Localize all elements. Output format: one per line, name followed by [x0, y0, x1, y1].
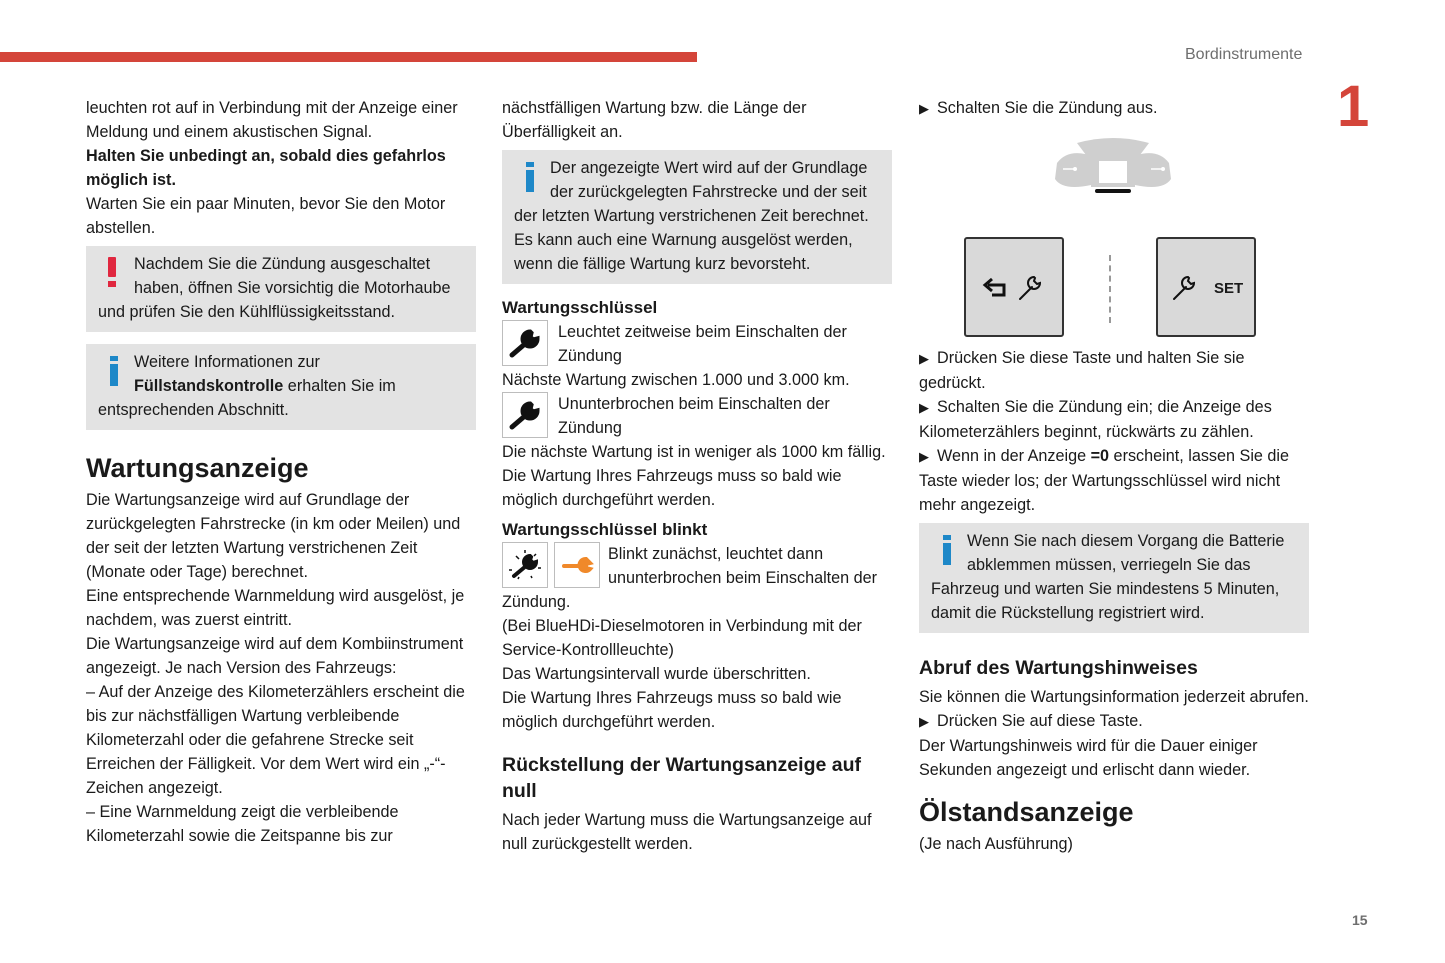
set-label: SET [1214, 280, 1244, 297]
step: ▶ Schalten Sie die Zündung ein; die Anzeige des Kilometerzählers beginnt, rückwärts zu zählen. [919, 398, 1272, 441]
wrench-orange-icon [554, 542, 600, 588]
paragraph: Sie können die Wartungsinformation jederzeit abrufen. [919, 688, 1309, 706]
info-icon [931, 529, 967, 573]
info-box: Weitere Informationen zur Füllstandskontrolle erhalten Sie im entsprechenden Abschnitt. [86, 344, 476, 430]
paragraph: Die Wartungsanzeige wird auf Grundlage der zurückgelegten Fahrstrecke (in km oder Meilen) und der seit der letzten Wartung verstrichenen Zeit (Monate oder Tage) berechnet. [86, 491, 461, 581]
list-item: – Eine Warnmeldung zeigt die verbleibende Kilometerzahl sowie die Zeitspanne bis zur [86, 803, 399, 845]
indicator-row [502, 320, 892, 368]
column-2 [502, 96, 892, 856]
warning-box [86, 246, 476, 332]
info-icon [514, 156, 550, 200]
paragraph: Eine entsprechende Warnmeldung wird ausgelöst, je nachdem, was zuerst eintritt. [86, 587, 465, 629]
instrument-diagram [919, 121, 1309, 346]
paragraph: Der Wartungshinweis wird für die Dauer einiger Sekunden angezeigt und erlischt dann wieder. [919, 737, 1258, 779]
wrench-icon [502, 392, 548, 438]
play-arrow-icon: ▶ [919, 101, 929, 116]
indicator-text: Leuchtet zeitweise beim Einschalten der Zündung [558, 323, 847, 365]
paragraph: Die Wartungsanzeige wird auf dem Kombiinstrument angezeigt. Je nach Version des Fahrzeugs: [86, 635, 464, 677]
paragraph: (Bei BlueHDi-Dieselmotoren in Verbindung mit der Service-Kontrollleuchte) [502, 617, 862, 659]
play-arrow-icon: ▶ [919, 449, 929, 464]
info-box: Der angezeigte Wert wird auf der Grundlage der zurückgelegten Fahrstrecke und der seit der letzten Wartung verstrichenen Zeit berechnet. Es kann auch eine Warnung ausgelöst werden, wenn die fällige Wartung kurz bevorsteht. [502, 150, 892, 284]
paragraph: Die Wartung Ihres Fahrzeugs muss so bald wie möglich durchgeführt werden. [502, 689, 842, 731]
paragraph: leuchten rot auf in Verbindung mit der Anzeige einer Meldung und einem akustischen Signal. [86, 99, 458, 141]
header-accent-bar [0, 52, 697, 62]
info-icon [98, 350, 134, 394]
indicator-text: Blinkt zunächst, leuchtet dann ununterbrochen beim Einschalten der Zündung. [502, 545, 878, 611]
paragraph: nächstfälligen Wartung bzw. die Länge der Überfälligkeit an. [502, 99, 807, 141]
chapter-title: Bordinstrumente [1185, 46, 1303, 63]
section-heading: Rückstellung der Wartungsanzeige auf null [502, 754, 861, 802]
paragraph: Die nächste Wartung ist in weniger als 1000 km fällig. [502, 443, 886, 461]
wrench-set-button[interactable] [1156, 237, 1256, 337]
indicator-row [502, 542, 892, 614]
wrench-icon [502, 320, 548, 366]
step: ▶ Drücken Sie diese Taste und halten Sie sie gedrückt. [919, 349, 1245, 392]
column-3 [919, 96, 1309, 856]
back-wrench-button[interactable] [964, 237, 1064, 337]
step: ▶ Wenn in der Anzeige =0 erscheint, lassen Sie die Taste wieder los; der Wartungsschlüssel wird nicht mehr angezeigt. [919, 447, 1290, 514]
play-arrow-icon: ▶ [919, 400, 929, 415]
section-heading: Abruf des Wartungshinweises [919, 657, 1198, 679]
wrench-icon [1020, 277, 1040, 299]
subheading: Wartungsschlüssel blinkt [502, 520, 708, 539]
column-1 [86, 96, 476, 848]
divider-dashed [1109, 255, 1111, 323]
indicator-row [502, 392, 892, 440]
subheading: Wartungsschlüssel [502, 298, 658, 317]
step: ▶ Schalten Sie die Zündung aus. [919, 96, 1309, 121]
section-heading: Wartungsanzeige [86, 453, 309, 483]
play-arrow-icon: ▶ [919, 714, 929, 729]
chapter-number: 1 [1337, 74, 1370, 139]
paragraph: Das Wartungsintervall wurde überschritten. [502, 665, 811, 683]
wrench-icon [1174, 277, 1194, 299]
page-number: 15 [1352, 912, 1368, 928]
paragraph: Die Wartung Ihres Fahrzeugs muss so bald wie möglich durchgeführt werden. [502, 467, 842, 509]
back-arrow-icon [985, 279, 1004, 295]
indicator-text: Ununterbrochen beim Einschalten der Zündung [558, 395, 830, 437]
paragraph: Nach jeder Wartung muss die Wartungsanzeige auf null zurückgestellt werden. [502, 811, 872, 853]
link-fuellstandskontrolle: Füllstandskontrolle [134, 377, 284, 395]
instrument-cluster-icon [1049, 135, 1177, 199]
info-box: Wenn Sie nach diesem Vorgang die Batterie abklemmen müssen, verriegeln Sie das Fahrzeug und warten Sie mindestens 5 Minuten, damit die Rückstellung registriert wird. [919, 523, 1309, 633]
paragraph: (Je nach Ausführung) [919, 835, 1073, 853]
section-heading: Ölstandsanzeige [919, 797, 1134, 827]
paragraph: Nächste Wartung zwischen 1.000 und 3.000 km. [502, 371, 850, 389]
warning-text: Nachdem Sie die Zündung ausgeschaltet haben, öffnen Sie vorsichtig die Motorhaube und prüfen Sie den Kühlflüssigkeitsstand. [98, 255, 451, 321]
wrench-blinking-icon [502, 542, 548, 588]
paragraph: Warten Sie ein paar Minuten, bevor Sie den Motor abstellen. [86, 195, 446, 237]
exclamation-icon [98, 252, 134, 296]
list-item: – Auf der Anzeige des Kilometerzählers erscheint die bis zur nächstfälligen Wartung verbleibende Kilometerzahl oder die gefahrene Strecke seit Erreichen der Fälligkeit. Vor dem Wert wird ein „-“-Zeichen angezeigt. [86, 683, 465, 797]
play-arrow-icon: ▶ [919, 351, 929, 366]
paragraph-bold: Halten Sie unbedingt an, sobald dies gefahrlos möglich ist. [86, 147, 446, 189]
step: ▶ Drücken Sie auf diese Taste. [919, 709, 1309, 734]
